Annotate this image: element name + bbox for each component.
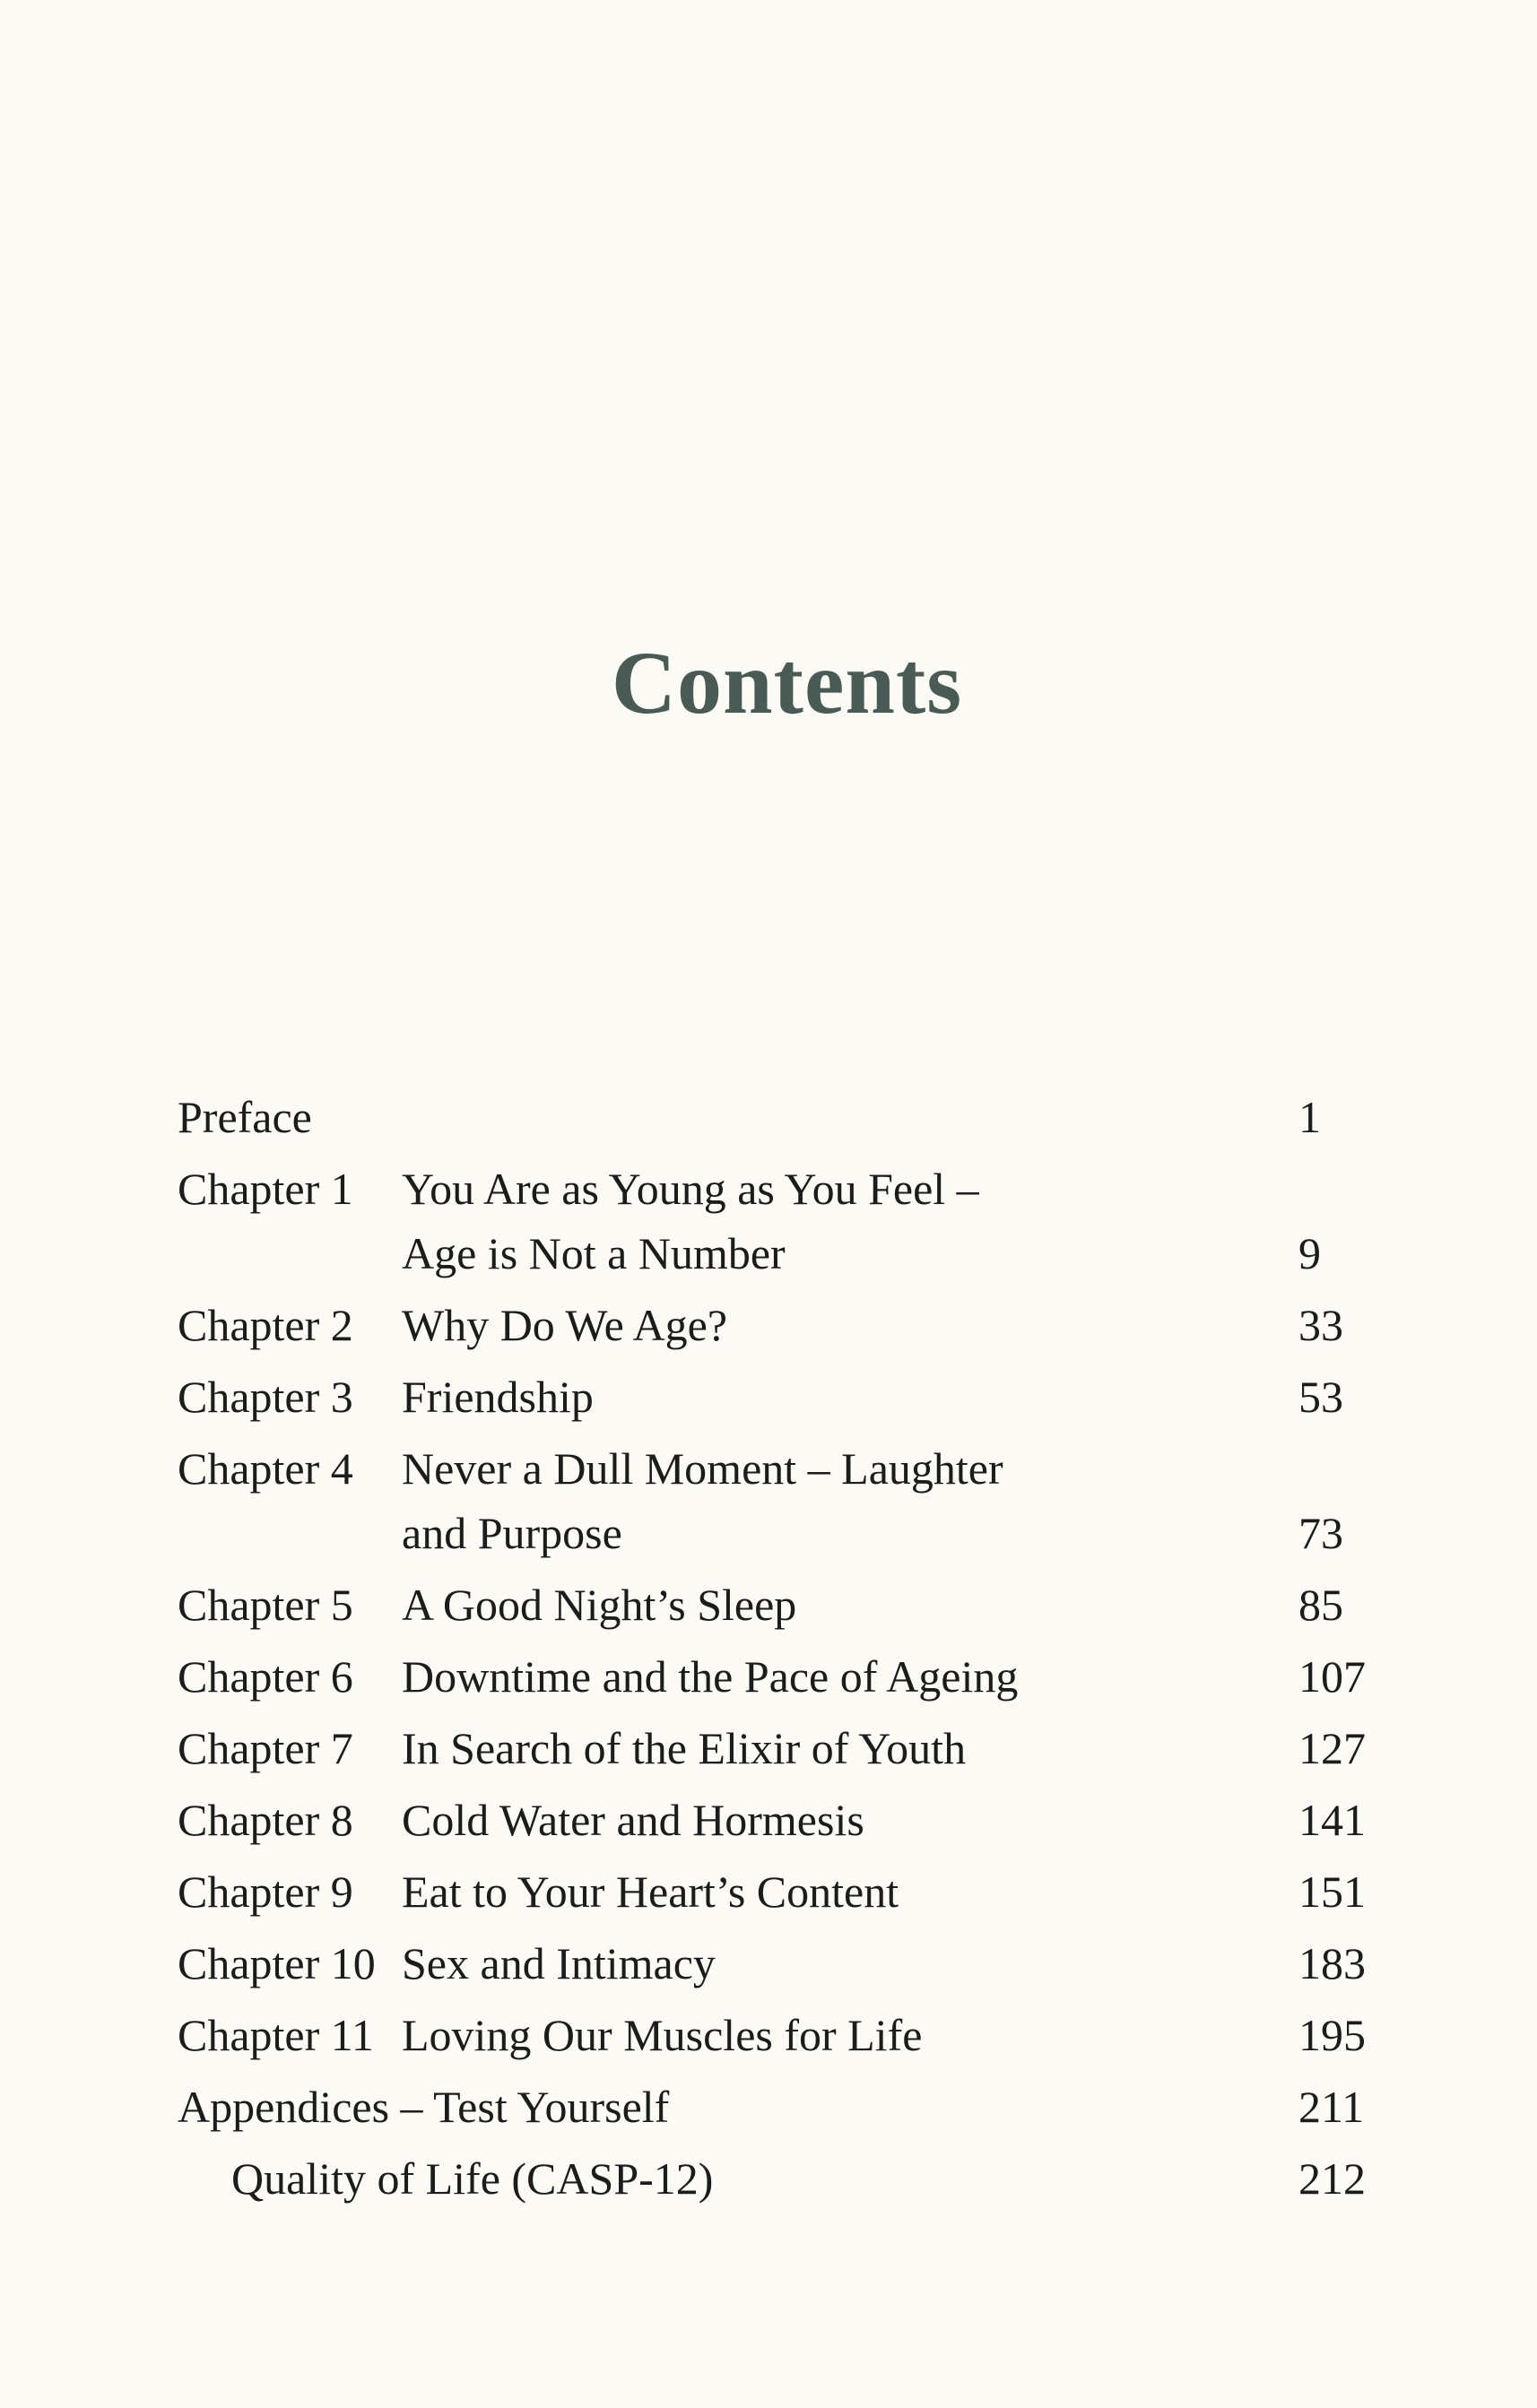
toc-entry-chapter-1 — [178, 1156, 1415, 1286]
toc-entry-chapter-6 — [178, 1644, 1415, 1709]
toc-entry-page: 211 — [1298, 2082, 1365, 2132]
toc-entry-title: Cold Water and Hormesis — [402, 1795, 864, 1845]
toc-entry-label: Chapter 5 — [178, 1580, 353, 1630]
table-of-contents — [178, 1085, 1415, 2218]
toc-entry-title: Never a Dull Moment – Laughter and Purpose — [402, 1443, 1003, 1558]
toc-entry-page: 73 — [1298, 1508, 1343, 1558]
toc-entry-chapter-11 — [178, 2003, 1415, 2067]
toc-entry-title: Friendship — [402, 1372, 594, 1422]
toc-entry-label: Chapter 6 — [178, 1651, 353, 1702]
toc-entry-title: Loving Our Muscles for Life — [402, 2010, 923, 2060]
toc-entry-page: 33 — [1298, 1300, 1343, 1350]
toc-entry-label: Quality of Life (CASP-12) — [231, 2153, 714, 2204]
toc-entry-chapter-4 — [178, 1436, 1415, 1565]
toc-entry-chapter-8 — [178, 1788, 1415, 1852]
toc-entry-page: 9 — [1298, 1228, 1321, 1278]
toc-entry-page: 195 — [1298, 2010, 1366, 2060]
toc-entry-title: In Search of the Elixir of Youth — [402, 1723, 967, 1773]
page-title: Contents — [611, 633, 963, 732]
toc-entry-chapter-5 — [178, 1572, 1415, 1637]
toc-entry-label: Preface — [178, 1092, 312, 1142]
toc-entry-page: 85 — [1298, 1580, 1343, 1630]
toc-entry-title: Sex and Intimacy — [402, 1938, 716, 1988]
toc-entry-page: 212 — [1298, 2153, 1366, 2204]
toc-entry-label: Appendices – Test Yourself — [178, 2082, 670, 2132]
toc-entry-page: 141 — [1298, 1795, 1366, 1845]
toc-entry-chapter-10 — [178, 1931, 1415, 1996]
toc-entry-label: Chapter 10 — [178, 1938, 376, 1988]
toc-entry-chapter-3 — [178, 1364, 1415, 1429]
toc-entry-preface — [178, 1085, 1415, 1149]
toc-entry-page: 1 — [1298, 1092, 1321, 1142]
toc-entry-label: Chapter 9 — [178, 1867, 353, 1917]
toc-entry-chapter-9 — [178, 1859, 1415, 1924]
toc-entry-title: Eat to Your Heart’s Content — [402, 1867, 899, 1917]
toc-entry-label: Chapter 1 — [178, 1164, 353, 1214]
toc-entry-page: 53 — [1298, 1372, 1343, 1422]
toc-entry-title: Why Do We Age? — [402, 1300, 728, 1350]
toc-entry-label: Chapter 8 — [178, 1795, 353, 1845]
toc-entry-label: Chapter 11 — [178, 2010, 374, 2060]
toc-entry-page: 151 — [1298, 1867, 1366, 1917]
toc-entry-label: Chapter 2 — [178, 1300, 353, 1350]
toc-entry-appendices — [178, 2075, 1415, 2139]
toc-entry-page: 107 — [1298, 1651, 1366, 1702]
toc-entry-label: Chapter 4 — [178, 1443, 353, 1494]
toc-entry-label: Chapter 3 — [178, 1372, 353, 1422]
toc-entry-title: A Good Night’s Sleep — [402, 1580, 797, 1630]
toc-entry-quality-of-life — [178, 2146, 1415, 2211]
toc-entry-label: Chapter 7 — [178, 1723, 353, 1773]
toc-entry-page: 183 — [1298, 1938, 1366, 1988]
toc-entry-chapter-2 — [178, 1293, 1415, 1357]
toc-entry-title: You Are as Young as You Feel – Age is Not a Number — [402, 1164, 979, 1278]
toc-entry-title: Downtime and the Pace of Ageing — [402, 1651, 1019, 1702]
toc-entry-chapter-7 — [178, 1716, 1415, 1780]
toc-entry-page: 127 — [1298, 1723, 1366, 1773]
